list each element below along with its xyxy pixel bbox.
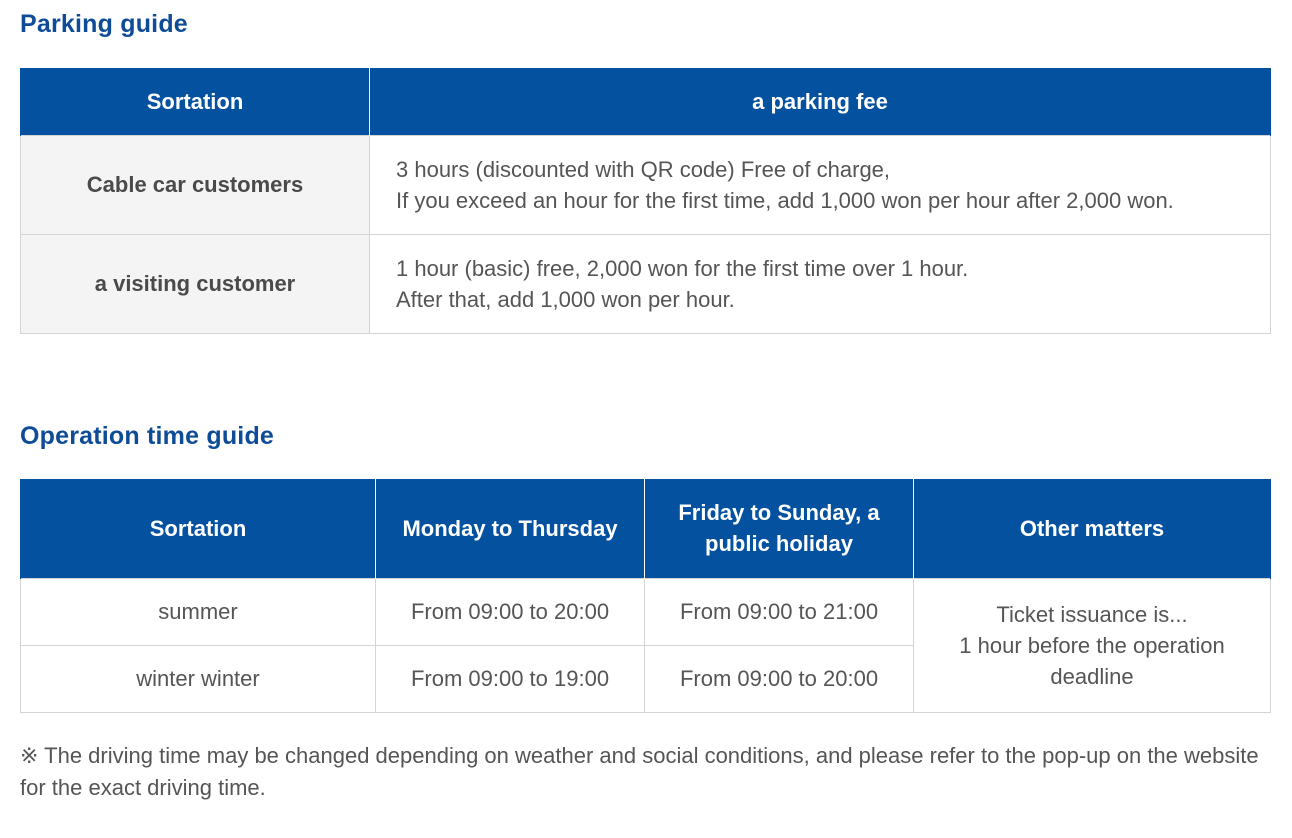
table-row — [21, 234, 1271, 333]
table-row — [21, 135, 1271, 234]
header-parking-fee: a parking fee — [370, 68, 1271, 135]
driving-time-note: ※ The driving time may be changed depending on weather and social conditions, and please refer to the pop-up on the website for the exact driving time. — [20, 743, 1259, 800]
weekday-hours: From 09:00 to 20:00 — [376, 578, 645, 645]
header-monday-thursday: Monday to Thursday — [376, 479, 645, 578]
parking-guide-title: Parking guide — [20, 10, 188, 38]
parking-fee-table — [20, 68, 1271, 334]
table-row — [21, 578, 1271, 645]
weekend-hours: From 09:00 to 21:00 — [645, 578, 914, 645]
header-other-matters: Other matters — [914, 479, 1271, 578]
other-matters-line: Ticket issuance is... — [996, 601, 1188, 627]
other-matters-line: 1 hour before the operation deadline — [959, 632, 1225, 689]
fee-line: After that, add 1,000 won per hour. — [396, 286, 735, 312]
season-winter: winter winter — [21, 645, 376, 712]
fee-line: 1 hour (basic) free, 2,000 won for the first time over 1 hour. — [396, 255, 969, 281]
header-sortation: Sortation — [21, 68, 370, 135]
header-sortation: Sortation — [21, 479, 376, 578]
row-label-cable-car: Cable car customers — [21, 135, 370, 234]
table-header-row — [21, 479, 1271, 578]
table-header-row — [21, 68, 1271, 135]
weekday-hours: From 09:00 to 19:00 — [376, 645, 645, 712]
fee-line: If you exceed an hour for the first time, add 1,000 won per hour after 2,000 won. — [396, 187, 1174, 213]
operation-time-table — [20, 479, 1271, 713]
weekend-hours: From 09:00 to 20:00 — [645, 645, 914, 712]
season-summer: summer — [21, 578, 376, 645]
fee-cell-visiting — [370, 234, 1271, 333]
fee-line: 3 hours (discounted with QR code) Free of charge, — [396, 156, 891, 182]
header-friday-sunday: Friday to Sunday, a public holiday — [645, 479, 914, 578]
fee-cell-cable-car — [370, 135, 1271, 234]
operation-time-title: Operation time guide — [20, 422, 275, 450]
row-label-visiting: a visiting customer — [21, 234, 370, 333]
other-matters-cell — [914, 578, 1271, 712]
